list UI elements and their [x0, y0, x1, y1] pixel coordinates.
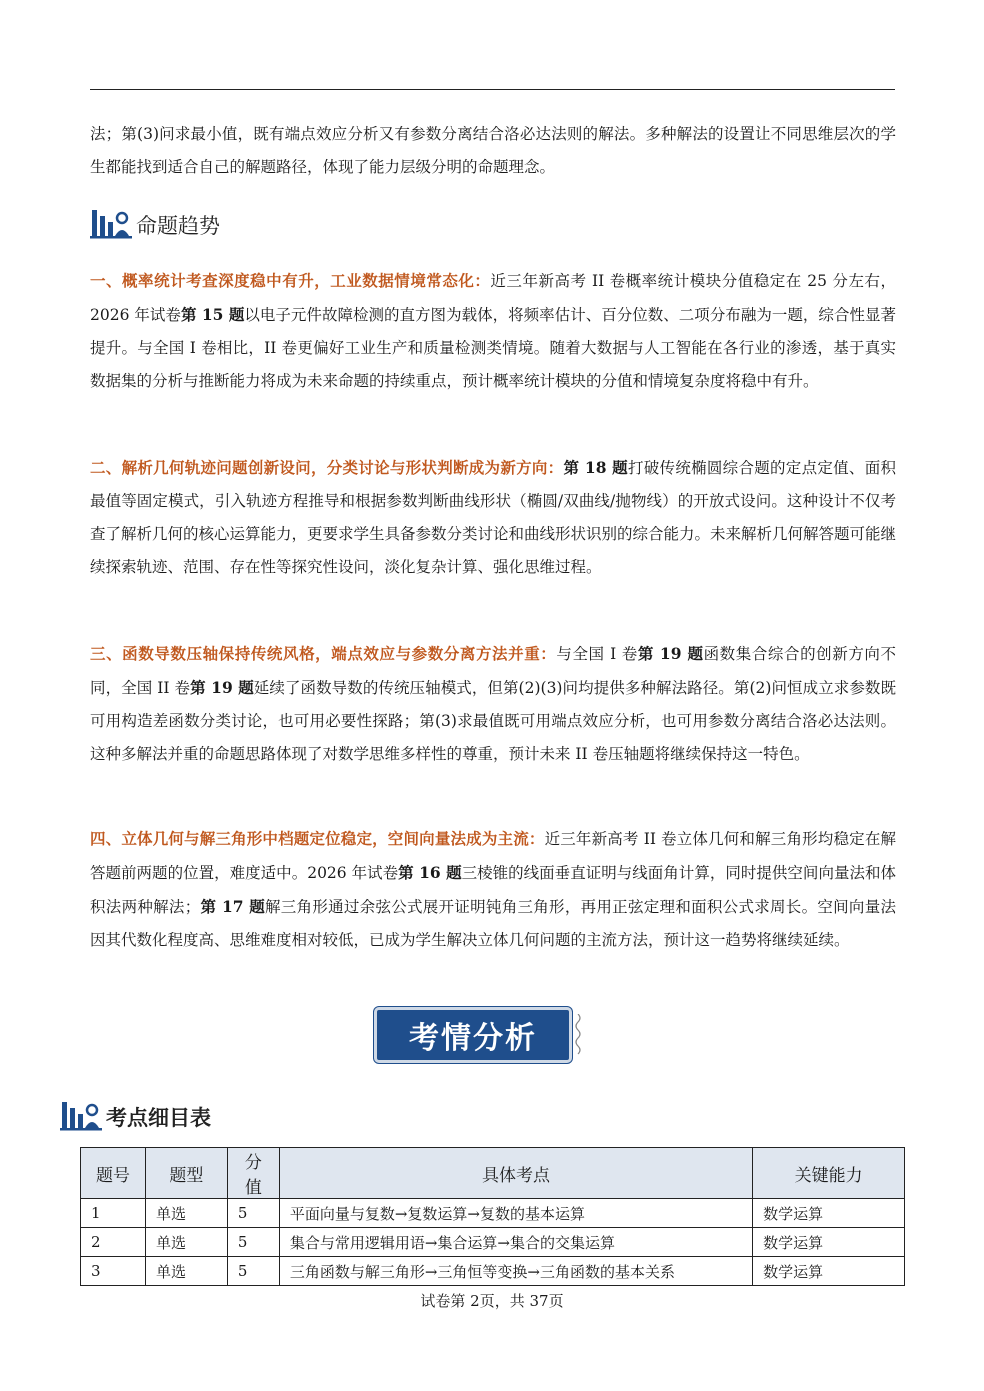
- trend-item-1-text-a: 近三年新高考 II 卷概率统计模块分值稳定在 25 分左右，2026 年试卷: [90, 272, 896, 324]
- section-trend-title: 命题趋势: [136, 214, 220, 238]
- cell-score: 5: [227, 1257, 279, 1286]
- trend-item-1: [90, 265, 896, 398]
- table-header-row: [81, 1148, 905, 1199]
- trend-item-1-question-ref: 第 15 题: [180, 305, 245, 324]
- trend-item-2-question-ref: 第 18 题: [563, 458, 628, 477]
- trend-item-1-text-b: 以电子元件故障检测的直方图为载体，将频率估计、百分位数、二项分布融为一题，综合性显著提升。与全国 I 卷相比，II 卷更偏好工业生产和质量检测类情境。随着大数据与人工智能在各行业的渗透，基于真实数据集的分析与推断能力将成为未来命题的持续重点，预计概率统计模块的分值和情境复杂度将稳中有升。: [90, 306, 896, 390]
- cell-topic: 平面向量与复数→复数运算→复数的基本运算: [279, 1199, 752, 1228]
- col-header-ability: 关键能力: [753, 1148, 905, 1199]
- trend-item-4-text-a: 近三年新高考 II 卷立体几何和解三角形均稳定在解答题前两题的位置，难度适中。2026 年试卷: [90, 830, 896, 882]
- trend-item-3-text-c: 延续了函数导数的传统压轴模式，但第(2)(3)问均提供多种解法路径。第(2)问恒成立求参数既可用构造差函数分类讨论，也可用必要性探路；第(3)求最值既可用端点效应分析，也可用参数分离结合洛必达法则。这种多解法并重的命题思路体现了对数学思维多样性的尊重，预计未来 II 卷压轴题将继续保持这一特色。: [90, 679, 896, 763]
- cell-type: 单选: [145, 1257, 227, 1286]
- trend-item-4-question-ref-2: 第 17 题: [200, 897, 265, 916]
- cell-ability: 数学运算: [753, 1257, 905, 1286]
- header-rule: [90, 89, 895, 90]
- trend-item-4-heading: 四、立体几何与解三角形中档题定位稳定，空间向量法成为主流：: [90, 830, 545, 848]
- trend-item-3-text-a: 与全国 I 卷: [556, 645, 638, 663]
- col-header-number: 题号: [81, 1148, 146, 1199]
- intro-paragraph: 法；第(3)问求最小值，既有端点效应分析又有参数分离结合洛必达法则的解法。多种解法的设置让不同思维层次的学生都能找到适合自己的解题路径，体现了能力层级分明的命题理念。: [90, 125, 896, 176]
- trend-item-4-question-ref-1: 第 16 题: [398, 863, 462, 882]
- trend-item-4: [90, 823, 896, 957]
- trend-item-3-question-ref-1: 第 19 题: [637, 644, 704, 663]
- trend-item-4-text-b: 三棱锥的线面垂直证明与线面角计算，同时提供空间向量法和体积法两种解法；: [90, 864, 897, 916]
- table-row: [81, 1199, 905, 1228]
- cell-number: 2: [81, 1228, 146, 1257]
- trend-item-2: [90, 451, 896, 584]
- trend-item-3-heading: 三、函数导数压轴保持传统风格，端点效应与参数分离方法并重：: [90, 645, 557, 663]
- cell-type: 单选: [145, 1228, 227, 1257]
- section-trend-header: [90, 204, 220, 240]
- cell-score: 5: [227, 1199, 279, 1228]
- trend-item-3: [90, 637, 896, 771]
- col-header-score: 分值: [227, 1148, 279, 1199]
- trend-item-3-text-b: 函数集合综合的创新方向不同，全国 II 卷: [90, 645, 896, 697]
- bar-chart-person-icon: [90, 204, 134, 240]
- bar-chart-person-icon: [60, 1096, 104, 1132]
- exam-points-table: [80, 1147, 905, 1286]
- trend-item-4-text-c: 解三角形通过余弦公式展开证明钝角三角形，再用正弦定理和面积公式求周长。空间向量法因其代数化程度高、思维难度相对较低，已成为学生解决立体几何问题的主流方法，预计这一趋势将继续延续。: [90, 898, 896, 949]
- trend-item-1-heading: 一、概率统计考查深度稳中有升，工业数据情境常态化：: [90, 272, 491, 290]
- analysis-banner: [374, 1007, 572, 1063]
- trend-item-3-question-ref-2: 第 19 题: [190, 678, 254, 697]
- cell-type: 单选: [145, 1199, 227, 1228]
- analysis-banner-label: 考情分析: [409, 1021, 537, 1056]
- page-footer: 试卷第 2页，共 37页: [420, 1292, 564, 1310]
- cell-number: 3: [81, 1257, 146, 1286]
- col-header-topic: 具体考点: [279, 1148, 752, 1199]
- section-table-header: [60, 1096, 211, 1132]
- section-table-title: 考点细目表: [106, 1105, 211, 1130]
- table-row: [81, 1228, 905, 1257]
- table-row: [81, 1257, 905, 1286]
- banner-wave-decoration-icon: [574, 1014, 582, 1056]
- trend-item-2-heading: 二、解析几何轨迹问题创新设问，分类讨论与形状判断成为新方向：: [90, 459, 564, 477]
- trend-item-2-text-b: 打破传统椭圆综合题的定点定值、面积最值等固定模式，引入轨迹方程推导和根据参数判断曲线形状（椭圆/双曲线/抛物线）的开放式设问。这种设计不仅考查了解析几何的核心运算能力，更要求学生具备参数分类讨论和曲线形状识别的综合能力。未来解析几何解答题可能继续探索轨迹、范围、存在性等探究性设问，淡化复杂计算、强化思维过程。: [90, 459, 897, 576]
- cell-score: 5: [227, 1228, 279, 1257]
- col-header-type: 题型: [145, 1148, 227, 1199]
- cell-topic: 三角函数与解三角形→三角恒等变换→三角函数的基本关系: [279, 1257, 752, 1286]
- cell-ability: 数学运算: [753, 1228, 905, 1257]
- cell-ability: 数学运算: [753, 1199, 905, 1228]
- cell-number: 1: [81, 1199, 146, 1228]
- cell-topic: 集合与常用逻辑用语→集合运算→集合的交集运算: [279, 1228, 752, 1257]
